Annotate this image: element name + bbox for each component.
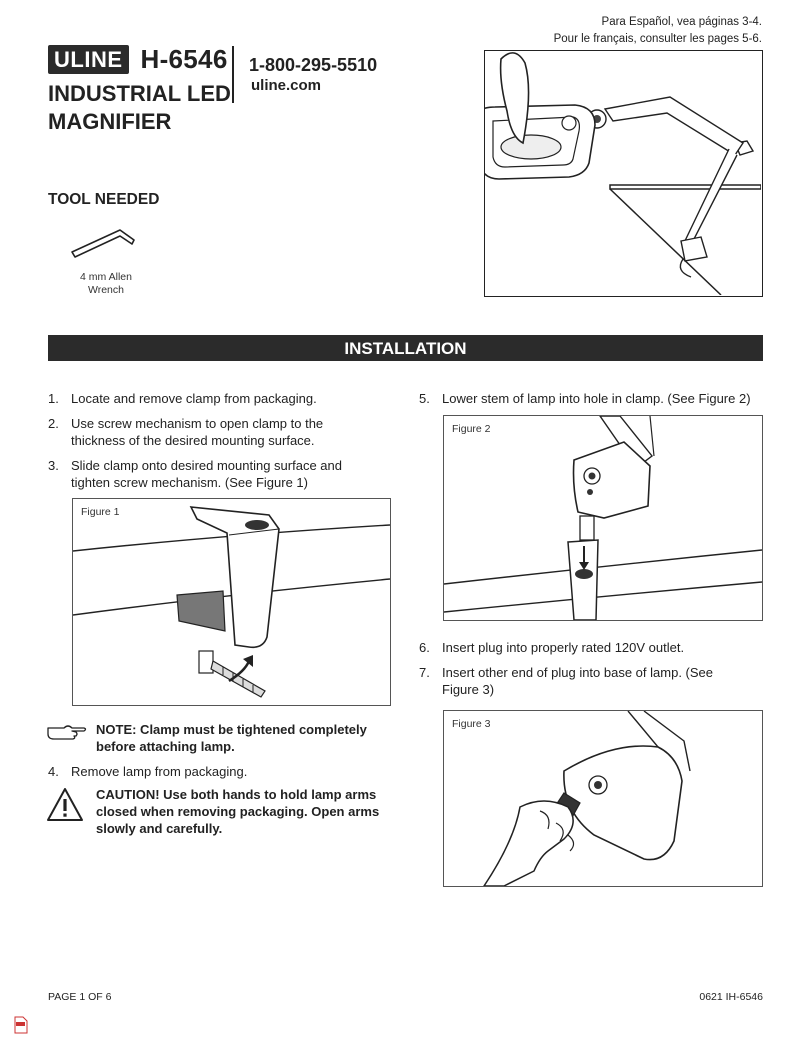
website: uline.com <box>251 77 322 94</box>
step-1 <box>48 390 373 407</box>
figure-3-label: Figure 3 <box>452 718 491 730</box>
warning-icon <box>46 786 84 829</box>
clamp-illustration <box>73 499 390 705</box>
page-number: PAGE 1 OF 6 <box>48 991 112 1003</box>
document-code: 0621 IH-6546 <box>699 991 763 1003</box>
step-text: Remove lamp from packaging. <box>71 764 248 779</box>
step-number: 2. <box>48 416 59 431</box>
step-text: Slide clamp onto desired mounting surface and tighten screw mechanism. (See Figure 1) <box>71 458 342 490</box>
model-number: H-6546 <box>140 44 228 74</box>
figure-2 <box>443 415 763 621</box>
phone-number: 1-800-295-5510 <box>249 55 378 75</box>
clamp-note <box>96 721 396 755</box>
step-number: 6. <box>419 640 430 655</box>
allen-wrench-icon <box>70 226 140 265</box>
spanish-note: Para Español, vea páginas 3-4. <box>601 16 762 28</box>
plug-insertion-illustration <box>444 711 762 886</box>
figure-2-label: Figure 2 <box>452 423 491 435</box>
uline-logo: ULINE <box>48 45 129 74</box>
step-number: 3. <box>48 458 59 473</box>
note-line1: NOTE: Clamp must be tightened completely <box>96 722 367 737</box>
language-note <box>554 14 762 48</box>
product-title <box>48 80 231 136</box>
header-divider <box>232 46 234 103</box>
installation-heading: INSTALLATION <box>48 335 763 361</box>
tool-caption-line2: Wrench <box>88 284 124 296</box>
step-text: Insert plug into properly rated 120V outlet. <box>442 640 685 655</box>
caution-line3: slowly and carefully. <box>96 821 223 836</box>
step-7 <box>419 664 719 698</box>
caution-line2: closed when removing packaging. Open arms <box>96 804 380 819</box>
lamp-stem-illustration <box>444 416 762 620</box>
step-number: 5. <box>419 391 430 406</box>
note-line2: before attaching lamp. <box>96 739 235 754</box>
step-2 <box>48 415 373 449</box>
product-illustration <box>484 50 763 297</box>
figure-3 <box>443 710 763 887</box>
step-6 <box>419 639 759 656</box>
product-title-line2: MAGNIFIER <box>48 109 172 134</box>
step-number: 4. <box>48 764 59 779</box>
step-5 <box>419 390 769 407</box>
figure-1-label: Figure 1 <box>81 506 120 518</box>
steps-left <box>48 390 373 491</box>
magnifier-lamp-illustration <box>485 51 761 295</box>
step-3 <box>48 457 373 491</box>
french-note: Pour le français, consulter les pages 5-6. <box>553 33 762 45</box>
caution-line1: CAUTION! Use both hands to hold lamp arms <box>96 787 377 802</box>
step-text: Locate and remove clamp from packaging. <box>71 391 317 406</box>
tool-caption-line1: 4 mm Allen <box>80 271 132 283</box>
pointing-hand-icon <box>46 722 88 747</box>
pdf-icon <box>14 1016 28 1034</box>
caution-note <box>96 786 406 837</box>
step-text: Insert other end of plug into base of lamp. (See Figure 3) <box>442 665 714 697</box>
step-text: Lower stem of lamp into hole in clamp. (See Figure 2) <box>442 391 751 406</box>
tool-caption <box>66 271 146 297</box>
step-number: 1. <box>48 391 59 406</box>
product-title-line1: INDUSTRIAL LED <box>48 81 231 106</box>
brand-block <box>48 44 228 75</box>
step-4 <box>48 763 378 780</box>
step-number: 7. <box>419 665 430 680</box>
step-text: Use screw mechanism to open clamp to the thickness of the desired mounting surface. <box>71 416 324 448</box>
tool-needed-heading: TOOL NEEDED <box>48 191 160 208</box>
figure-1 <box>72 498 391 706</box>
